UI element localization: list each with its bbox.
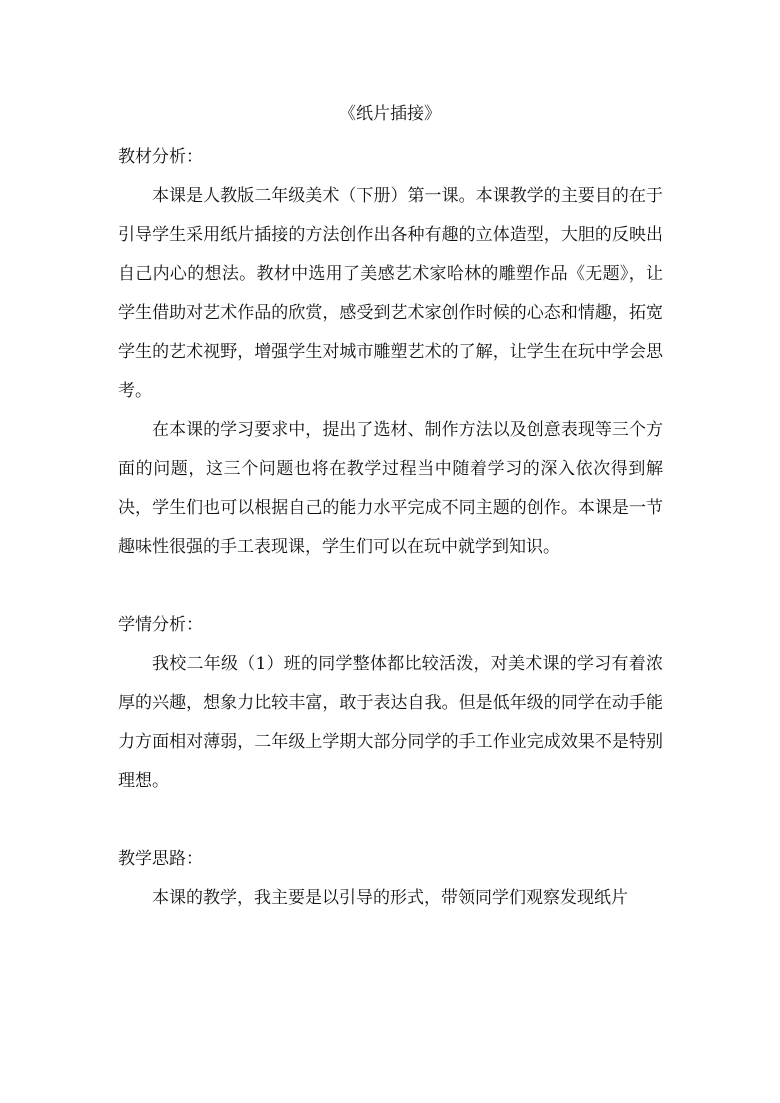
- document-body: [118, 138, 663, 918]
- section-heading: 教学思路：: [118, 849, 203, 869]
- paragraph: 本课的教学，我主要是以引导的形式，带领同学们观察发现纸片: [152, 888, 628, 908]
- document-title: 《纸片插接》: [339, 104, 441, 124]
- section-heading: 学情分析：: [118, 615, 203, 635]
- paragraph: 本课是人教版二年级美术（下册）第一课。本课教学的主要目的在于引导学生采用纸片插接的方法创作出各种有趣的立体造型，大胆的反映出自己内心的想法。教材中选用了美感艺术家哈林的雕塑作品《无题》，让学生借助对艺术作品的欣赏，感受到艺术家创作时候的心态和情趣，拓宽学生的艺术视野，增强学生对城市雕塑艺术的了解，让学生在玩中学会思考。: [118, 186, 663, 401]
- section-spacer: [118, 567, 663, 606]
- section-heading: 教材分析：: [118, 147, 203, 167]
- section-teaching-approach: [118, 840, 663, 918]
- section-textbook-analysis: [118, 138, 663, 567]
- section-student-analysis: [118, 606, 663, 801]
- paragraph: 在本课的学习要求中，提出了选材、制作方法以及创意表现等三个方面的问题，这三个问题也将在教学过程当中随着学习的深入依次得到解决，学生们也可以根据自己的能力水平完成不同主题的创作。本课是一节趣味性很强的手工表现课，学生们可以在玩中就学到知识。: [118, 420, 663, 557]
- section-spacer: [118, 801, 663, 840]
- paragraph: 我校二年级（1）班的同学整体都比较活泼，对美术课的学习有着浓厚的兴趣，想象力比较丰富，敢于表达自我。但是低年级的同学在动手能力方面相对薄弱，二年级上学期大部分同学的手工作业完成效果不是特别理想。: [118, 654, 663, 791]
